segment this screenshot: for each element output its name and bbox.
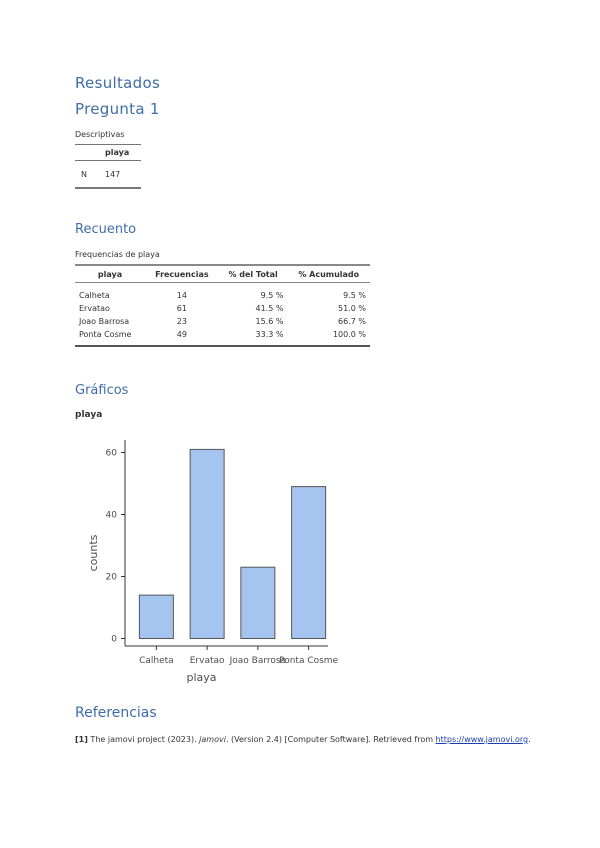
col-header-playa: playa xyxy=(75,265,145,283)
x-tick-label: Calheta xyxy=(139,656,174,666)
x-tick-label: Ervatao xyxy=(189,656,225,666)
bar xyxy=(190,449,224,638)
reference-end: . xyxy=(528,735,531,744)
cell-playa: Ponta Cosme xyxy=(79,330,132,339)
cell-frecuencias: 49 xyxy=(176,330,187,339)
descriptives-header-playa: playa xyxy=(105,145,141,161)
bar xyxy=(292,487,326,639)
cell-pct-total: 33.3 % xyxy=(255,330,284,339)
reference-number: [1] xyxy=(75,735,88,744)
bar xyxy=(241,567,275,638)
cell-playa: Joao Barrosa xyxy=(79,317,130,326)
reference-link[interactable]: https://www.jamovi.org xyxy=(435,735,529,744)
cell-pct-total: 41.5 % xyxy=(255,304,284,313)
table-row xyxy=(75,315,370,328)
table-row xyxy=(75,161,141,189)
referencias-title: Referencias xyxy=(75,705,157,721)
x-tick-label: Ponta Cosme xyxy=(279,656,339,666)
y-tick-label: 60 xyxy=(105,448,117,459)
y-axis-title: counts xyxy=(87,534,100,572)
y-tick-label: 40 xyxy=(105,510,117,521)
reference-text-before: The jamovi project (2023). xyxy=(87,735,200,744)
descriptives-caption: Descriptivas xyxy=(75,130,125,139)
y-tick-label: 0 xyxy=(111,634,117,645)
table-row xyxy=(75,283,370,303)
recuento-title: Recuento xyxy=(75,222,137,237)
results-title: Resultados xyxy=(75,74,161,92)
table-row xyxy=(75,302,370,315)
cell-pct-acumulado: 51.0 % xyxy=(338,304,366,313)
frequencies-caption: Frequencias de playa xyxy=(75,250,160,259)
section-title: Pregunta 1 xyxy=(75,100,160,118)
col-header-frecuencias: Frecuencias xyxy=(145,265,219,283)
cell-pct-acumulado: 100.0 % xyxy=(332,330,366,339)
col-header-pct-total: % del Total xyxy=(219,265,288,283)
cell-pct-acumulado: 66.7 % xyxy=(338,317,366,326)
bar xyxy=(139,595,173,638)
cell-playa: Ervatao xyxy=(79,304,110,313)
cell-pct-total: 9.5 % xyxy=(260,291,284,300)
reference-italic: jamovi xyxy=(199,735,226,744)
cell-pct-acumulado: 9.5 % xyxy=(343,291,366,300)
cell-pct-total: 15.6 % xyxy=(255,317,284,326)
descriptives-label: N xyxy=(81,169,87,179)
reference-text-after: . (Version 2.4) [Computer Software]. Retrieved from xyxy=(225,735,436,744)
reference-entry xyxy=(75,734,535,745)
cell-playa: Calheta xyxy=(79,291,110,300)
descriptives-table xyxy=(75,144,141,189)
table-row xyxy=(75,328,370,346)
cell-frecuencias: 61 xyxy=(176,304,187,313)
plot-subtitle: playa xyxy=(75,410,103,420)
col-header-pct-acumulado: % Acumulado xyxy=(287,265,370,283)
descriptives-header-blank xyxy=(75,145,105,161)
bar-chart xyxy=(75,430,355,700)
frequencies-table xyxy=(75,264,370,347)
cell-frecuencias: 14 xyxy=(176,291,187,300)
x-tick-label: Joao Barrosa xyxy=(229,656,287,666)
descriptives-value: 147 xyxy=(105,169,121,179)
x-axis-title: playa xyxy=(186,671,217,684)
graficos-title: Gráficos xyxy=(75,383,129,398)
cell-frecuencias: 23 xyxy=(176,317,187,326)
y-tick-label: 20 xyxy=(105,572,117,583)
